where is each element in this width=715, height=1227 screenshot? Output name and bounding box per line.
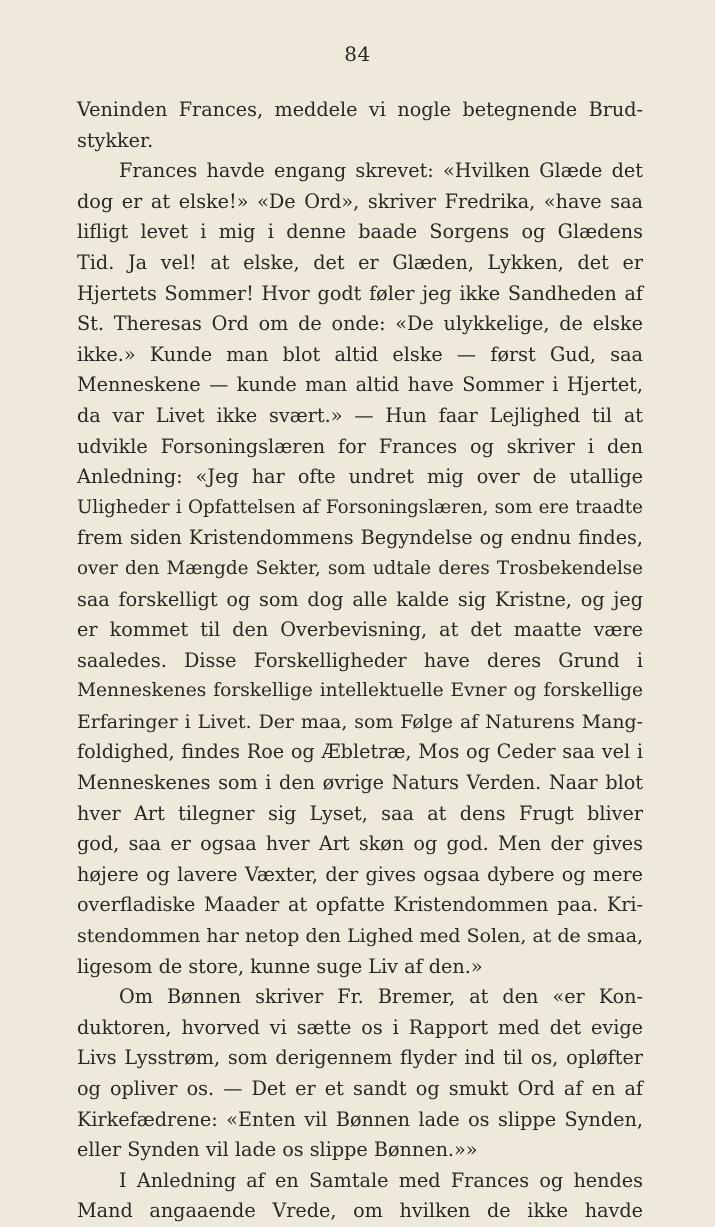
text-line: er kommet til den Overbevisning, at det maatte være	[77, 618, 643, 642]
text-line: Menneskene — kunde man altid have Sommer i Hjertet,	[77, 373, 643, 397]
text-line: Anledning: «Jeg har ofte undret mig over de utallige	[77, 465, 643, 489]
text-line: Erfaringer i Livet. Der maa, som Følge af Naturens Mang-	[77, 710, 643, 733]
text-line: da var Livet ikke svært.» — Hun faar Lejlighed til at	[77, 403, 643, 427]
text-line: duktoren, hvorved vi sætte os i Rapport med det evige	[77, 1015, 643, 1039]
body-text	[77, 95, 643, 1227]
text-line: Uligheder i Opfattelsen af Forsoningslæren, som ere traadte	[77, 496, 643, 518]
text-line: ikke.» Kunde man blot altid elske — først Gud, saa	[77, 342, 643, 366]
text-line: stykker.	[77, 128, 154, 152]
text-line: Veninden Frances, meddele vi nogle betegnende Brud-	[77, 98, 643, 121]
text-line: højere og lavere Væxter, der gives ogsaa dybere og mere	[77, 862, 643, 886]
text-line: Mand angaaende Vrede, om hvilken de ikke havde	[77, 1199, 643, 1223]
text-line: Kirkefædrene: «Enten vil Bønnen lade os slippe Synden,	[77, 1107, 643, 1131]
text-line: god, saa er ogsaa hver Art skøn og god. Men der gives	[77, 832, 643, 856]
text-line: hver Art tilegner sig Lyset, saa at dens Frugt bliver	[77, 801, 643, 825]
text-line: saa forskelligt og som dog alle kalde sig Kristne, og jeg	[77, 587, 643, 611]
page-number: 84	[344, 42, 371, 66]
text-line: eller Synden vil lade os slippe Bønnen.»»	[77, 1138, 478, 1162]
text-line: Livs Lysstrøm, som derigennem flyder ind til os, opløfter	[77, 1046, 643, 1070]
text-line: over den Mængde Sekter, som udtale deres Trosbekendelse	[77, 557, 643, 579]
text-line: ligesom de store, kunne suge Liv af den.»	[77, 954, 483, 978]
text-line: dog er at elske!» «De Ord», skriver Fredrika, «have saa	[77, 189, 643, 213]
text-line: Om Bønnen skriver Fr. Bremer, at den «er Kon-	[119, 985, 643, 1009]
text-line: saaledes. Disse Forskelligheder have deres Grund i	[77, 648, 643, 672]
text-line: frem siden Kristendommens Begyndelse og endnu findes,	[77, 526, 643, 550]
text-line: Frances havde engang skrevet: «Hvilken Glæde det	[119, 159, 643, 183]
text-line: Tid. Ja vel! at elske, det er Glæden, Lykken, det er	[77, 250, 643, 274]
text-line: lifligt levet i mig i denne baade Sorgens og Glædens	[77, 220, 643, 244]
text-line: I Anledning af en Samtale med Frances og hendes	[119, 1168, 643, 1192]
text-line: overfladiske Maader at opfatte Kristendommen paa. Kri-	[77, 893, 643, 917]
text-line: St. Theresas Ord om de onde: «De ulykkelige, de elske	[77, 312, 643, 336]
text-line: og opliver os. — Det er et sandt og smukt Ord af en af	[77, 1077, 643, 1100]
text-line: udvikle Forsoningslæren for Frances og skriver i den	[77, 434, 643, 458]
text-line: Hjertets Sommer! Hvor godt føler jeg ikke Sandheden af	[77, 281, 643, 305]
text-line: foldighed, findes Roe og Æbletræ, Mos og Ceder saa vel i	[77, 740, 643, 764]
text-line: Menneskenes som i den øvrige Naturs Verden. Naar blot	[77, 771, 643, 795]
text-line: Menneskenes forskellige intellektuelle Evner og forskellige	[77, 680, 643, 702]
text-line: stendommen har netop den Lighed med Solen, at de smaa,	[77, 925, 643, 948]
